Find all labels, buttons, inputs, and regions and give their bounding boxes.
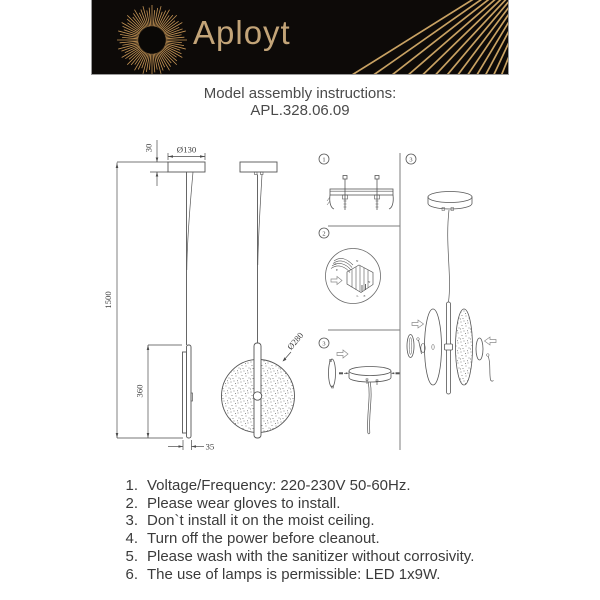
item-text: Please wash with the sanitizer without corrosivity. <box>147 547 475 565</box>
disc-front-half <box>456 309 473 385</box>
wire-label-n: N <box>356 259 359 263</box>
wire-label-e: E <box>336 268 339 272</box>
item-number: 6. <box>125 565 138 583</box>
canopy-attachment-drawing <box>329 359 392 434</box>
item-number: 3. <box>125 512 138 530</box>
dim-canopy-height: 30 <box>143 143 154 153</box>
item-text: The use of lamps is permissible: LED 1x9W. <box>147 565 441 583</box>
side-view-drawing <box>168 162 205 438</box>
list-item <box>118 495 474 513</box>
mounting-bracket-drawing <box>327 176 393 211</box>
step-3b-number: 3 <box>409 156 413 164</box>
item-number: 2. <box>125 494 138 512</box>
dim-canopy-diameter: Ø130 <box>176 144 197 155</box>
list-item <box>118 477 474 495</box>
item-text: Don`t install it on the moist ceiling. <box>147 512 375 530</box>
step-3-number: 3 <box>322 340 326 348</box>
list-item <box>118 566 474 584</box>
arrow-icon <box>331 277 342 285</box>
step-3-panel <box>319 338 400 434</box>
wire-label-l: L <box>334 262 337 266</box>
front-view-drawing <box>222 162 295 438</box>
step-2-panel <box>319 228 381 304</box>
step-1-panel <box>319 154 393 210</box>
model-number: APL.328.06.09 <box>250 102 350 119</box>
item-text: Turn off the power before cleanout. <box>147 530 380 548</box>
item-number: 5. <box>125 547 138 565</box>
dim-lamp-thickness: 35 <box>205 441 215 452</box>
arrow-icon <box>485 337 497 345</box>
dim-total-height: 1500 <box>103 291 113 309</box>
lamp-rod-side <box>187 345 192 438</box>
lamp-rod-front <box>254 343 261 438</box>
wire-label-n2: N <box>368 280 371 284</box>
step-2-number: 2 <box>322 230 326 238</box>
page-title: Model assembly instructions: <box>203 85 397 102</box>
brand-logo-text: Aployt <box>193 14 291 51</box>
wiring-magnifier <box>326 249 381 304</box>
list-item <box>118 548 474 566</box>
step-1-number: 1 <box>322 156 326 164</box>
arrow-icon <box>412 320 424 328</box>
wire-label-l2: L <box>356 294 359 298</box>
item-number: 1. <box>125 477 138 494</box>
list-item <box>118 530 474 548</box>
disc-hub <box>253 392 261 400</box>
arrow-icon <box>337 350 348 358</box>
disc-back-half <box>425 309 442 385</box>
wire-label-e2: E <box>363 294 366 298</box>
exploded-lamp-drawing <box>407 192 494 395</box>
disc-edge-view <box>183 352 187 433</box>
disc-diameter-leader <box>284 352 292 361</box>
item-number: 4. <box>125 530 138 548</box>
item-text: Please wear gloves to install. <box>147 494 341 512</box>
wiring-drawing <box>331 258 373 292</box>
list-item <box>118 512 474 530</box>
canopy-front <box>240 162 277 172</box>
item-text: Voltage/Frequency: 220-230V 50-60Hz. <box>147 477 411 494</box>
exploded-view-panel <box>406 154 496 394</box>
dim-disc-diameter: Ø280 <box>285 330 306 352</box>
dim-lamp-height: 360 <box>134 384 145 398</box>
canopy-side-screws <box>339 372 400 374</box>
canopy-side <box>168 162 205 172</box>
instruction-list <box>118 477 474 583</box>
